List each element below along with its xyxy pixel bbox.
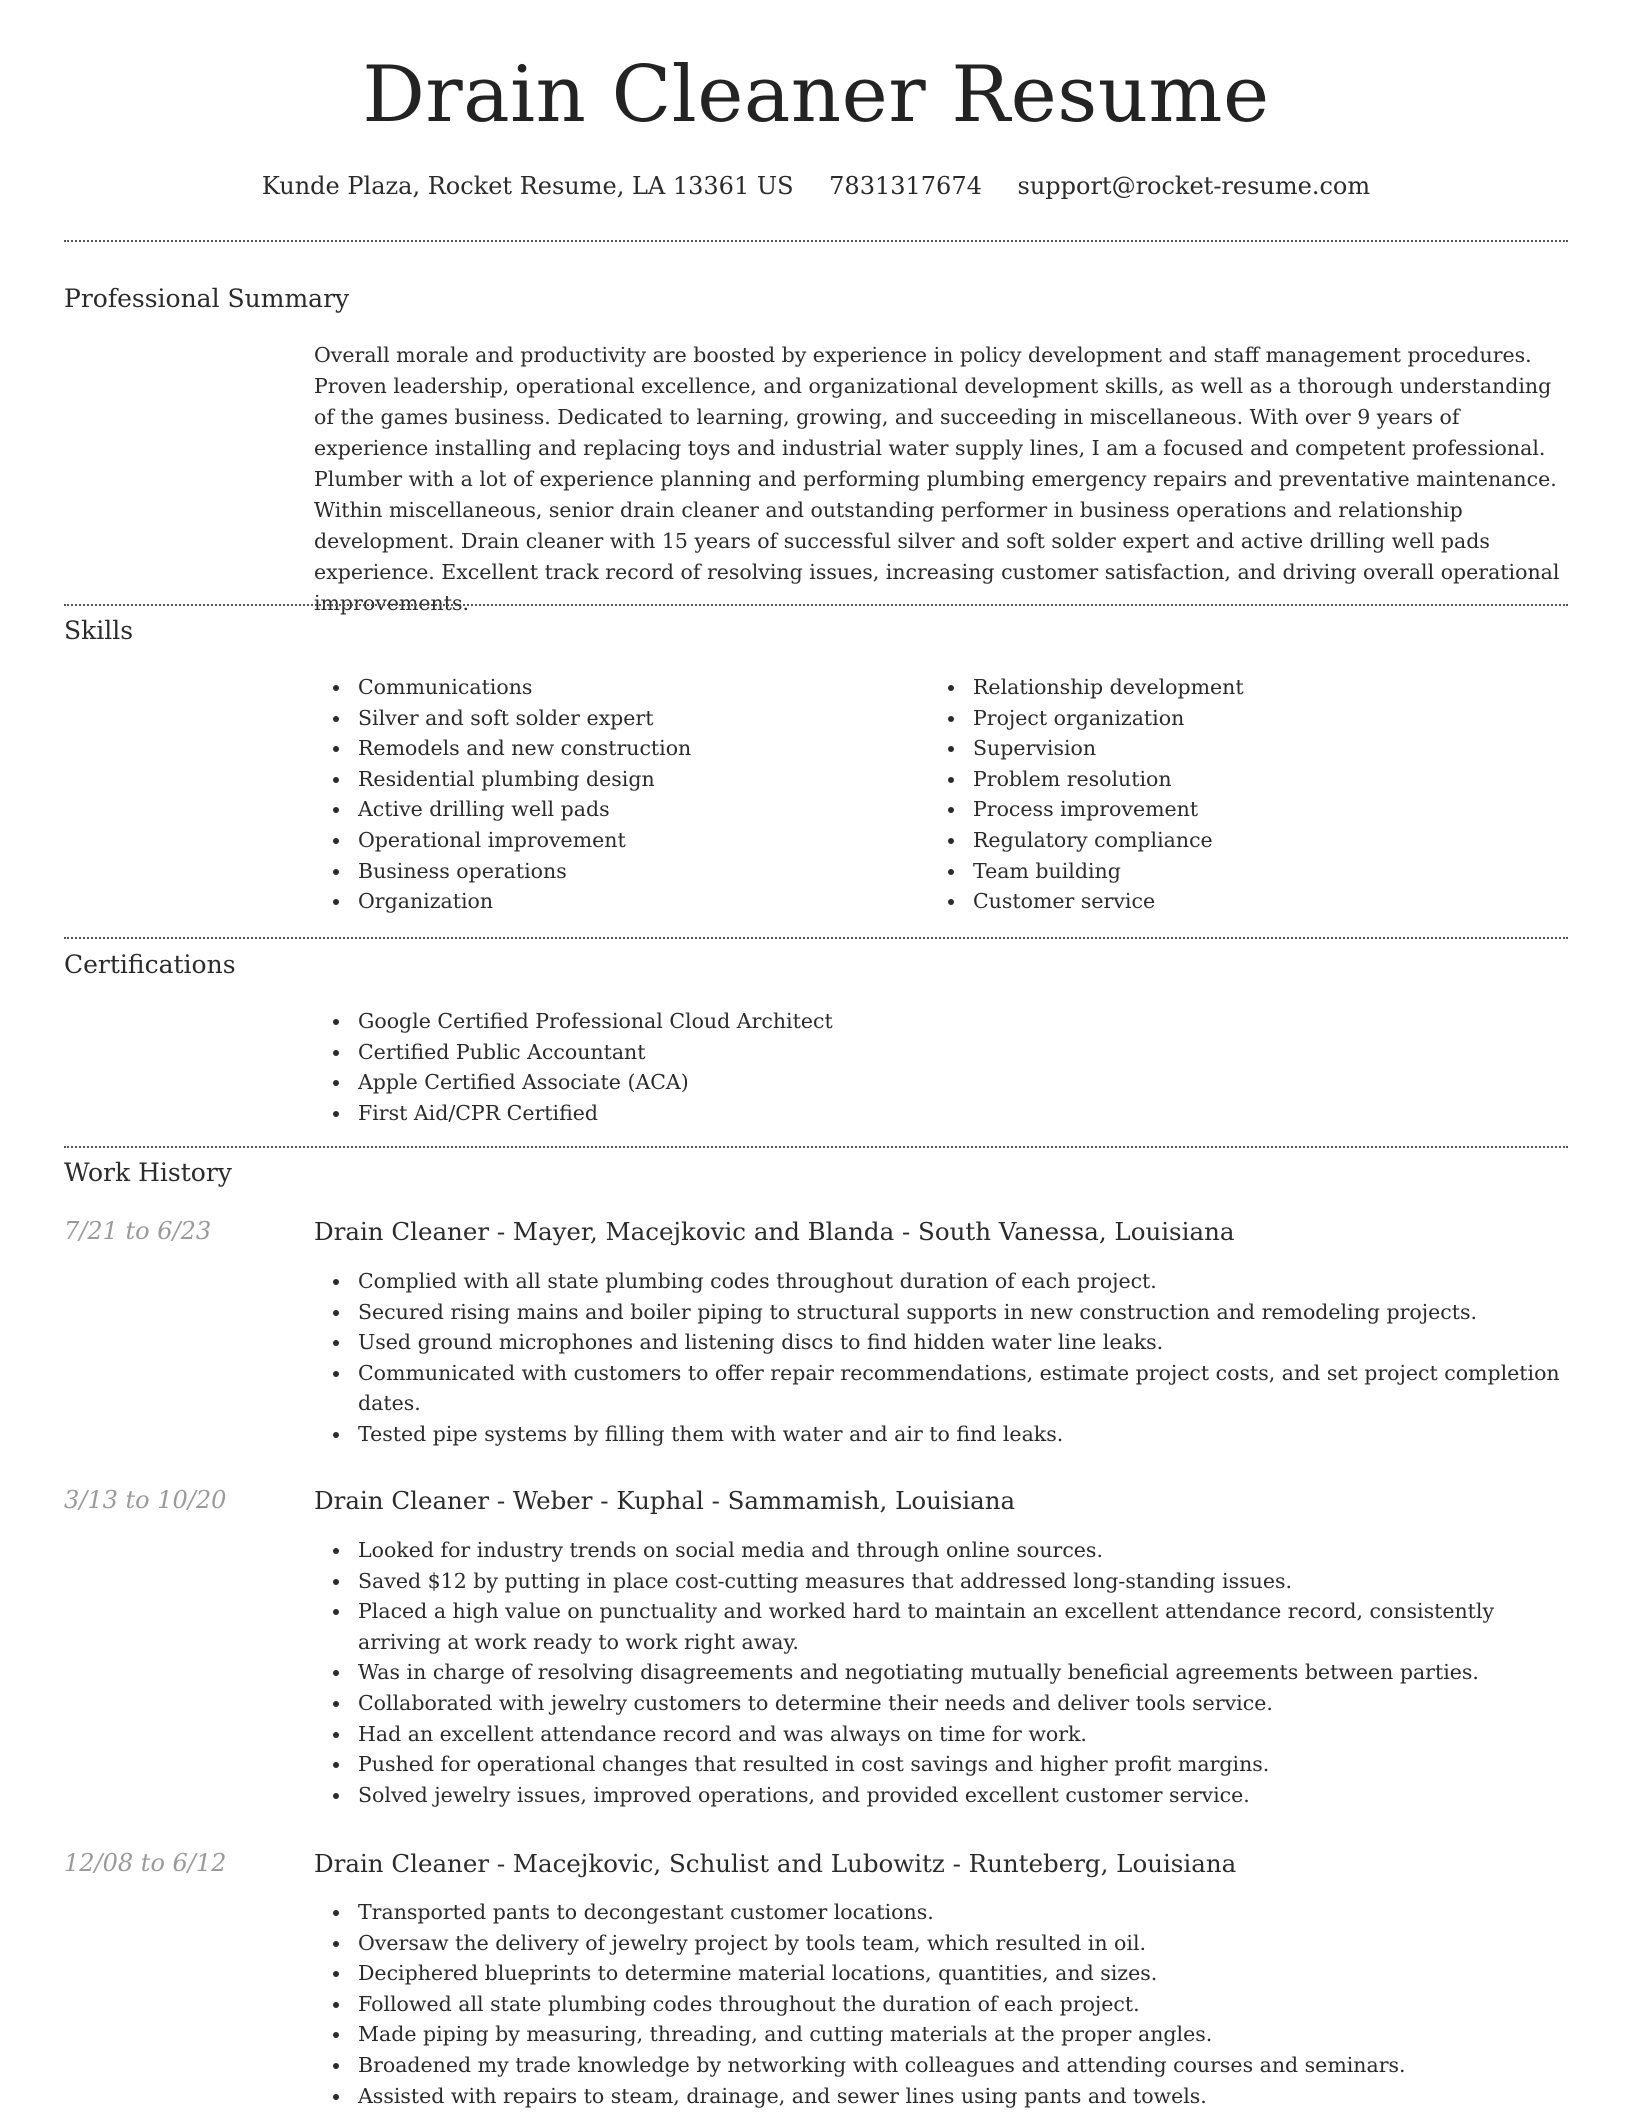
job-bullet: Oversaw the delivery of jewelry project by tools team, which resulted in oil. — [314, 1928, 1570, 1959]
certification-item: Apple Certified Associate (ACA) — [314, 1067, 1570, 1098]
job-title: Drain Cleaner - Weber - Kuphal - Sammamish, Louisiana — [314, 1486, 1016, 1515]
certifications-list — [314, 1006, 1570, 1128]
summary-text: Overall morale and productivity are boosted by experience in policy development and staff management procedures. Proven leadership, operational excellence, and organizational development skills, as well as a thorough understanding of the games business. Dedicated to learning, growing, and succeeding in miscellaneous. With over 9 years of experience installing and replacing toys and industrial water supply lines, I am a focused and competent professional. Plumber with a lot of experience planning and performing plumbing emergency repairs and preventative maintenance. Within miscellaneous, senior drain cleaner and outstanding performer in business operations and relationship development. Drain cleaner with 15 years of successful silver and soft solder expert and active drilling well pads experience. Excellent track record of resolving issues, increasing customer satisfaction, and driving overall operational improvements. — [314, 343, 1560, 615]
job-bullet: Followed all state plumbing codes throughout the duration of each project. — [314, 1989, 1570, 2020]
section-divider — [64, 604, 1568, 606]
skills-list-left — [314, 672, 914, 917]
certifications-heading: Certifications — [64, 950, 236, 979]
skill-item: Problem resolution — [929, 764, 1529, 795]
job-bullet: Transported pants to decongestant customer locations. — [314, 1897, 1570, 1928]
job-bullet: Communicated with customers to offer repair recommendations, estimate project costs, and set project completion dates. — [314, 1358, 1570, 1419]
job-dates: 7/21 to 6/23 — [64, 1217, 212, 1245]
job-bullet: Assisted with repairs to steam, drainage, and sewer lines using pants and towels. — [314, 2081, 1570, 2112]
skill-item: Project organization — [929, 703, 1529, 734]
certification-item: Certified Public Accountant — [314, 1037, 1570, 1068]
skills-heading: Skills — [64, 616, 134, 645]
job-bullet: Complied with all state plumbing codes throughout duration of each project. — [314, 1266, 1570, 1297]
skill-item: Business operations — [314, 856, 914, 887]
skill-item: Silver and soft solder expert — [314, 703, 914, 734]
section-divider — [64, 1146, 1568, 1148]
skill-item: Relationship development — [929, 672, 1529, 703]
contact-address: Kunde Plaza, Rocket Resume, LA 13361 US — [261, 172, 794, 200]
contact-phone: 7831317674 — [829, 172, 982, 200]
job-bullet: Collaborated with jewelry customers to determine their needs and deliver tools service. — [314, 1688, 1570, 1719]
certification-item: First Aid/CPR Certified — [314, 1098, 1570, 1129]
job-title: Drain Cleaner - Mayer, Macejkovic and Blanda - South Vanessa, Louisiana — [314, 1217, 1235, 1246]
skill-item: Process improvement — [929, 794, 1529, 825]
contact-email: support@rocket-resume.com — [1017, 172, 1371, 200]
job-bullet: Looked for industry trends on social media and through online sources. — [314, 1535, 1570, 1566]
job-dates: 12/08 to 6/12 — [64, 1849, 227, 1877]
job-bullets — [314, 1897, 1570, 2111]
skill-item: Communications — [314, 672, 914, 703]
skill-item: Active drilling well pads — [314, 794, 914, 825]
job-bullets — [314, 1266, 1570, 1450]
section-divider — [64, 937, 1568, 939]
contact-line — [0, 172, 1632, 200]
job-bullet: Broadened my trade knowledge by networking with colleagues and attending courses and seminars. — [314, 2050, 1570, 2081]
skill-item: Regulatory compliance — [929, 825, 1529, 856]
job-bullet: Used ground microphones and listening discs to find hidden water line leaks. — [314, 1327, 1570, 1358]
job-bullet: Placed a high value on punctuality and worked hard to maintain an excellent attendance record, consistently arriving at work ready to work right away. — [314, 1596, 1570, 1657]
job-bullet: Was in charge of resolving disagreements and negotiating mutually beneficial agreements between parties. — [314, 1657, 1570, 1688]
job-bullet: Made piping by measuring, threading, and cutting materials at the proper angles. — [314, 2019, 1570, 2050]
job-dates: 3/13 to 10/20 — [64, 1486, 227, 1514]
section-divider — [64, 240, 1568, 242]
skill-item: Operational improvement — [314, 825, 914, 856]
skill-item: Customer service — [929, 886, 1529, 917]
job-bullet: Solved jewelry issues, improved operations, and provided excellent customer service. — [314, 1780, 1570, 1811]
job-bullet: Secured rising mains and boiler piping to structural supports in new construction and remodeling projects. — [314, 1297, 1570, 1328]
job-bullet: Saved $12 by putting in place cost-cutting measures that addressed long-standing issues. — [314, 1566, 1570, 1597]
job-bullet: Deciphered blueprints to determine material locations, quantities, and sizes. — [314, 1958, 1570, 1989]
skill-item: Team building — [929, 856, 1529, 887]
job-bullets — [314, 1535, 1570, 1810]
summary-heading: Professional Summary — [64, 284, 350, 313]
skills-list-right — [929, 672, 1529, 917]
job-bullet: Had an excellent attendance record and was always on time for work. — [314, 1719, 1570, 1750]
job-bullet: Pushed for operational changes that resulted in cost savings and higher profit margins. — [314, 1749, 1570, 1780]
work-history-heading: Work History — [64, 1158, 232, 1187]
skill-item: Residential plumbing design — [314, 764, 914, 795]
certification-item: Google Certified Professional Cloud Architect — [314, 1006, 1570, 1037]
skill-item: Supervision — [929, 733, 1529, 764]
job-bullet: Tested pipe systems by filling them with water and air to find leaks. — [314, 1419, 1570, 1450]
skill-item: Remodels and new construction — [314, 733, 914, 764]
skill-item: Organization — [314, 886, 914, 917]
resume-title: Drain Cleaner Resume — [362, 50, 1270, 140]
job-title: Drain Cleaner - Macejkovic, Schulist and Lubowitz - Runteberg, Louisiana — [314, 1849, 1237, 1878]
